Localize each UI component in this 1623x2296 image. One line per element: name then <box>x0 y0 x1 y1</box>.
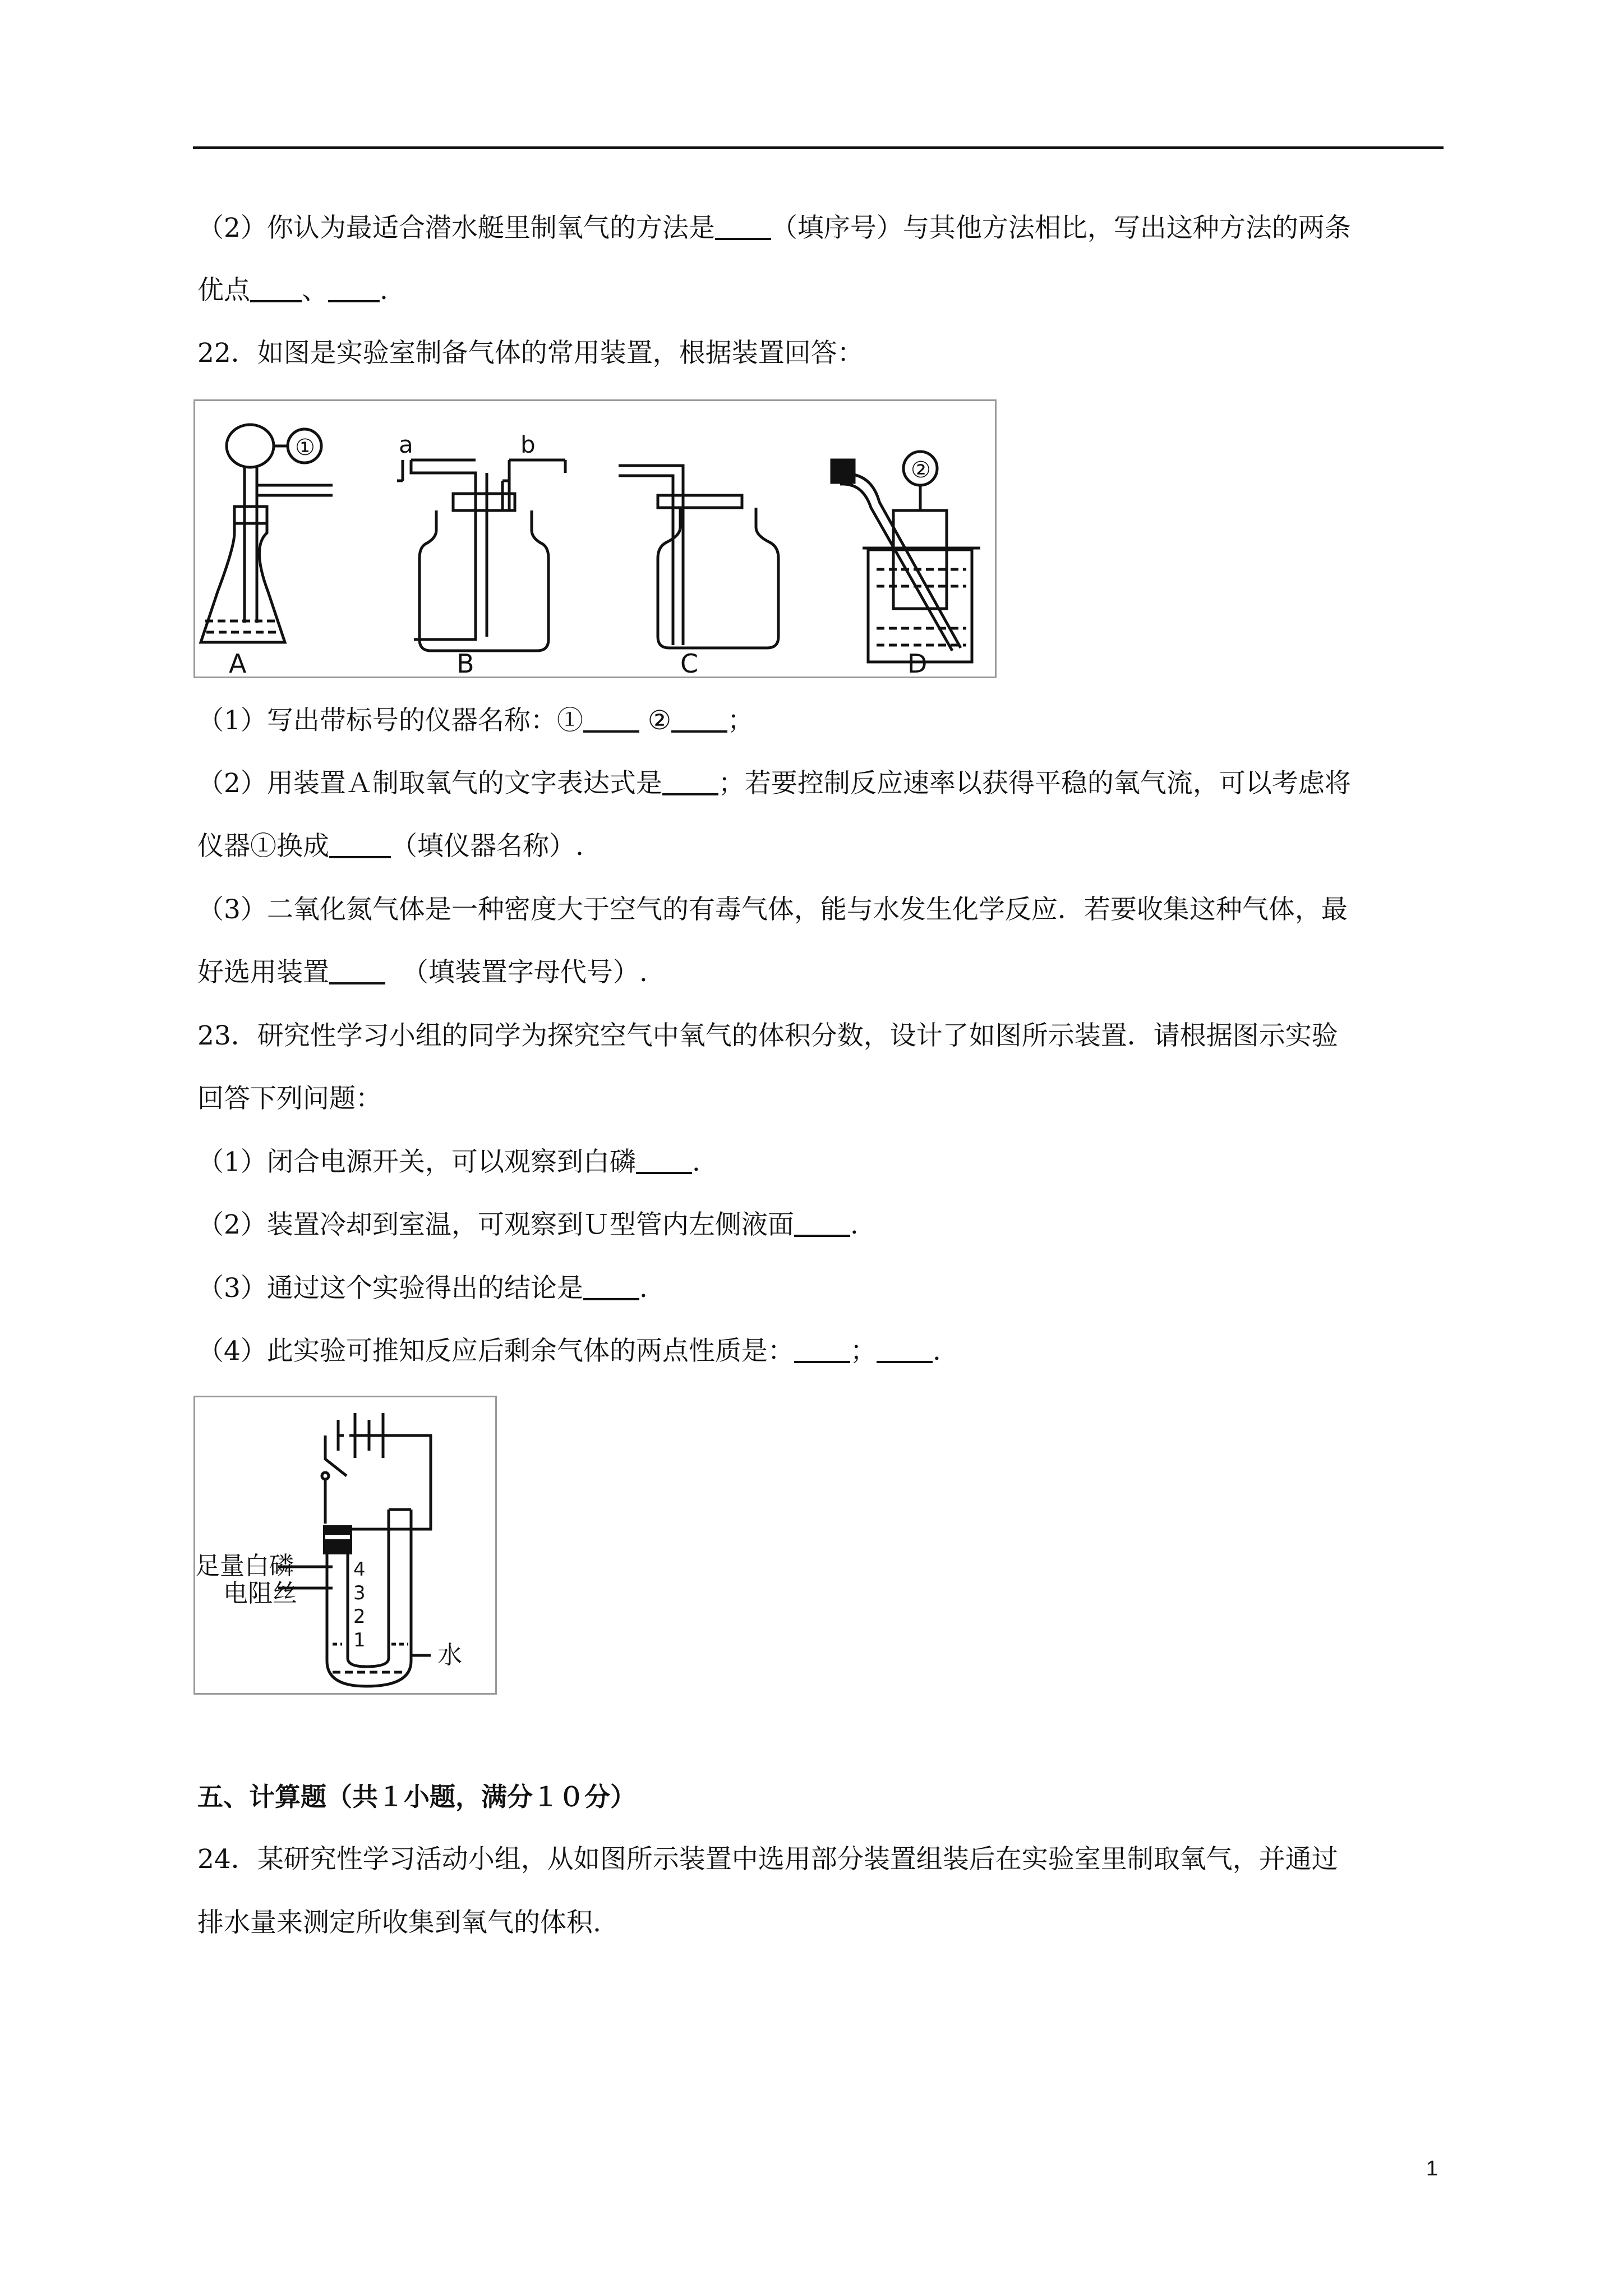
scale-3: 3 <box>353 1582 366 1604</box>
scale-4: 4 <box>353 1558 366 1581</box>
separator: 、 <box>302 275 328 306</box>
q21-line-2 <box>197 274 388 307</box>
label-resistance-wire: 电阻丝 <box>223 1579 297 1608</box>
answer-blank[interactable] <box>583 1276 639 1300</box>
q23-part-1 <box>197 1145 700 1179</box>
q22-title: 22．如图是实验室制备气体的常用装置，根据装置回答： <box>197 338 864 369</box>
scale-2: 2 <box>353 1605 366 1628</box>
q23-part-4 <box>197 1335 941 1368</box>
answer-blank[interactable] <box>794 1338 850 1363</box>
answer-blank[interactable] <box>715 215 771 240</box>
answer-blank[interactable] <box>636 1149 692 1174</box>
period: . <box>850 1209 859 1240</box>
label-d: D <box>907 648 928 677</box>
q22-text: （1）写出带标号的仪器名称：① <box>197 705 583 736</box>
marker-2-text: ② <box>647 705 671 736</box>
q23-text: （3）通过这个实验得出的结论是 <box>197 1273 583 1304</box>
label-white-phosphorus: 足量白磷 <box>195 1552 294 1580</box>
q22-text: 好选用装置 <box>197 957 329 988</box>
q22-part-1 <box>197 704 754 738</box>
switch <box>325 1435 347 1476</box>
q23-part-3 <box>197 1272 648 1305</box>
punct: ； <box>727 705 754 736</box>
answer-blank[interactable] <box>583 708 639 733</box>
q23-text: （4）此实验可推知反应后剩余气体的两点性质是： <box>197 1336 794 1366</box>
q22-part-3a: （3）二氧化氮气体是一种密度大于空气的有毒气体，能与水发生化学反应．若要收集这种气体，最 <box>197 894 1348 925</box>
answer-blank[interactable] <box>877 1338 933 1363</box>
scale-1: 1 <box>353 1629 366 1651</box>
q23-text: （1）闭合电源开关，可以观察到白磷 <box>197 1147 636 1177</box>
q22-text: ；若要控制反应速率以获得平稳的氧气流，可以考虑将 <box>718 768 1351 799</box>
q23-title-a: 23．研究性学习小组的同学为探究空气中氧气的体积分数，设计了如图所示装置．请根据图示实验 <box>197 1020 1338 1051</box>
header-rule <box>193 146 1444 149</box>
period: . <box>380 275 388 306</box>
period: . <box>691 1147 700 1177</box>
answer-blank[interactable] <box>662 771 718 795</box>
label-c: C <box>680 648 699 677</box>
q22-part-3b <box>197 956 648 990</box>
stopper <box>323 1525 352 1554</box>
answer-blank[interactable] <box>328 278 380 302</box>
q21-text: （2）你认为最适合潜水艇里制氧气的方法是 <box>197 213 715 243</box>
period: . <box>932 1336 941 1366</box>
page-number: 1 <box>1426 2157 1438 2180</box>
label-b: B <box>457 648 474 677</box>
label-a: A <box>229 648 247 677</box>
marker-2: ② <box>911 457 931 483</box>
q22-apparatus-figure <box>193 399 997 678</box>
answer-blank[interactable] <box>329 960 385 984</box>
answer-blank[interactable] <box>671 708 727 733</box>
q23-title-b: 回答下列问题： <box>197 1083 382 1114</box>
q22-text: （填仪器名称）. <box>391 831 584 862</box>
q22-text: （2）用装置Ａ制取氧气的文字表达式是 <box>197 768 662 799</box>
q24-line-1: 24．某研究性学习活动小组，从如图所示装置中选用部分装置组装后在实验室里制取氧气，并通过 <box>197 1844 1338 1875</box>
label-water: 水 <box>437 1641 462 1669</box>
q22-part-2b <box>197 830 584 863</box>
q23-part-2 <box>197 1208 859 1242</box>
tube-label-a: a <box>399 431 413 458</box>
section-heading-calculation: 五、计算题（共１小题，满分１０分） <box>197 1782 636 1812</box>
q22-text: （填装置字母代号）. <box>402 957 648 988</box>
period: . <box>639 1273 648 1304</box>
separator: ； <box>850 1336 877 1366</box>
tube-label-b: b <box>520 431 536 458</box>
q22-text: 仪器①换成 <box>197 831 329 862</box>
q21-text: 优点 <box>197 275 250 306</box>
separatory-funnel <box>227 425 274 467</box>
answer-blank[interactable] <box>250 278 302 302</box>
marker-1: ① <box>295 435 315 461</box>
q23-text: （2）装置冷却到室温，可观察到Ｕ型管内左侧液面 <box>197 1209 794 1240</box>
q21-text: （填序号）与其他方法相比，写出这种方法的两条 <box>771 213 1351 243</box>
q22-part-2a <box>197 767 1351 800</box>
answer-blank[interactable] <box>329 834 391 858</box>
q23-u-tube-figure <box>193 1396 497 1695</box>
q21-line-1 <box>197 211 1351 245</box>
q24-line-2: 排水量来测定所收集到氧气的体积. <box>197 1907 601 1938</box>
answer-blank[interactable] <box>794 1212 850 1237</box>
